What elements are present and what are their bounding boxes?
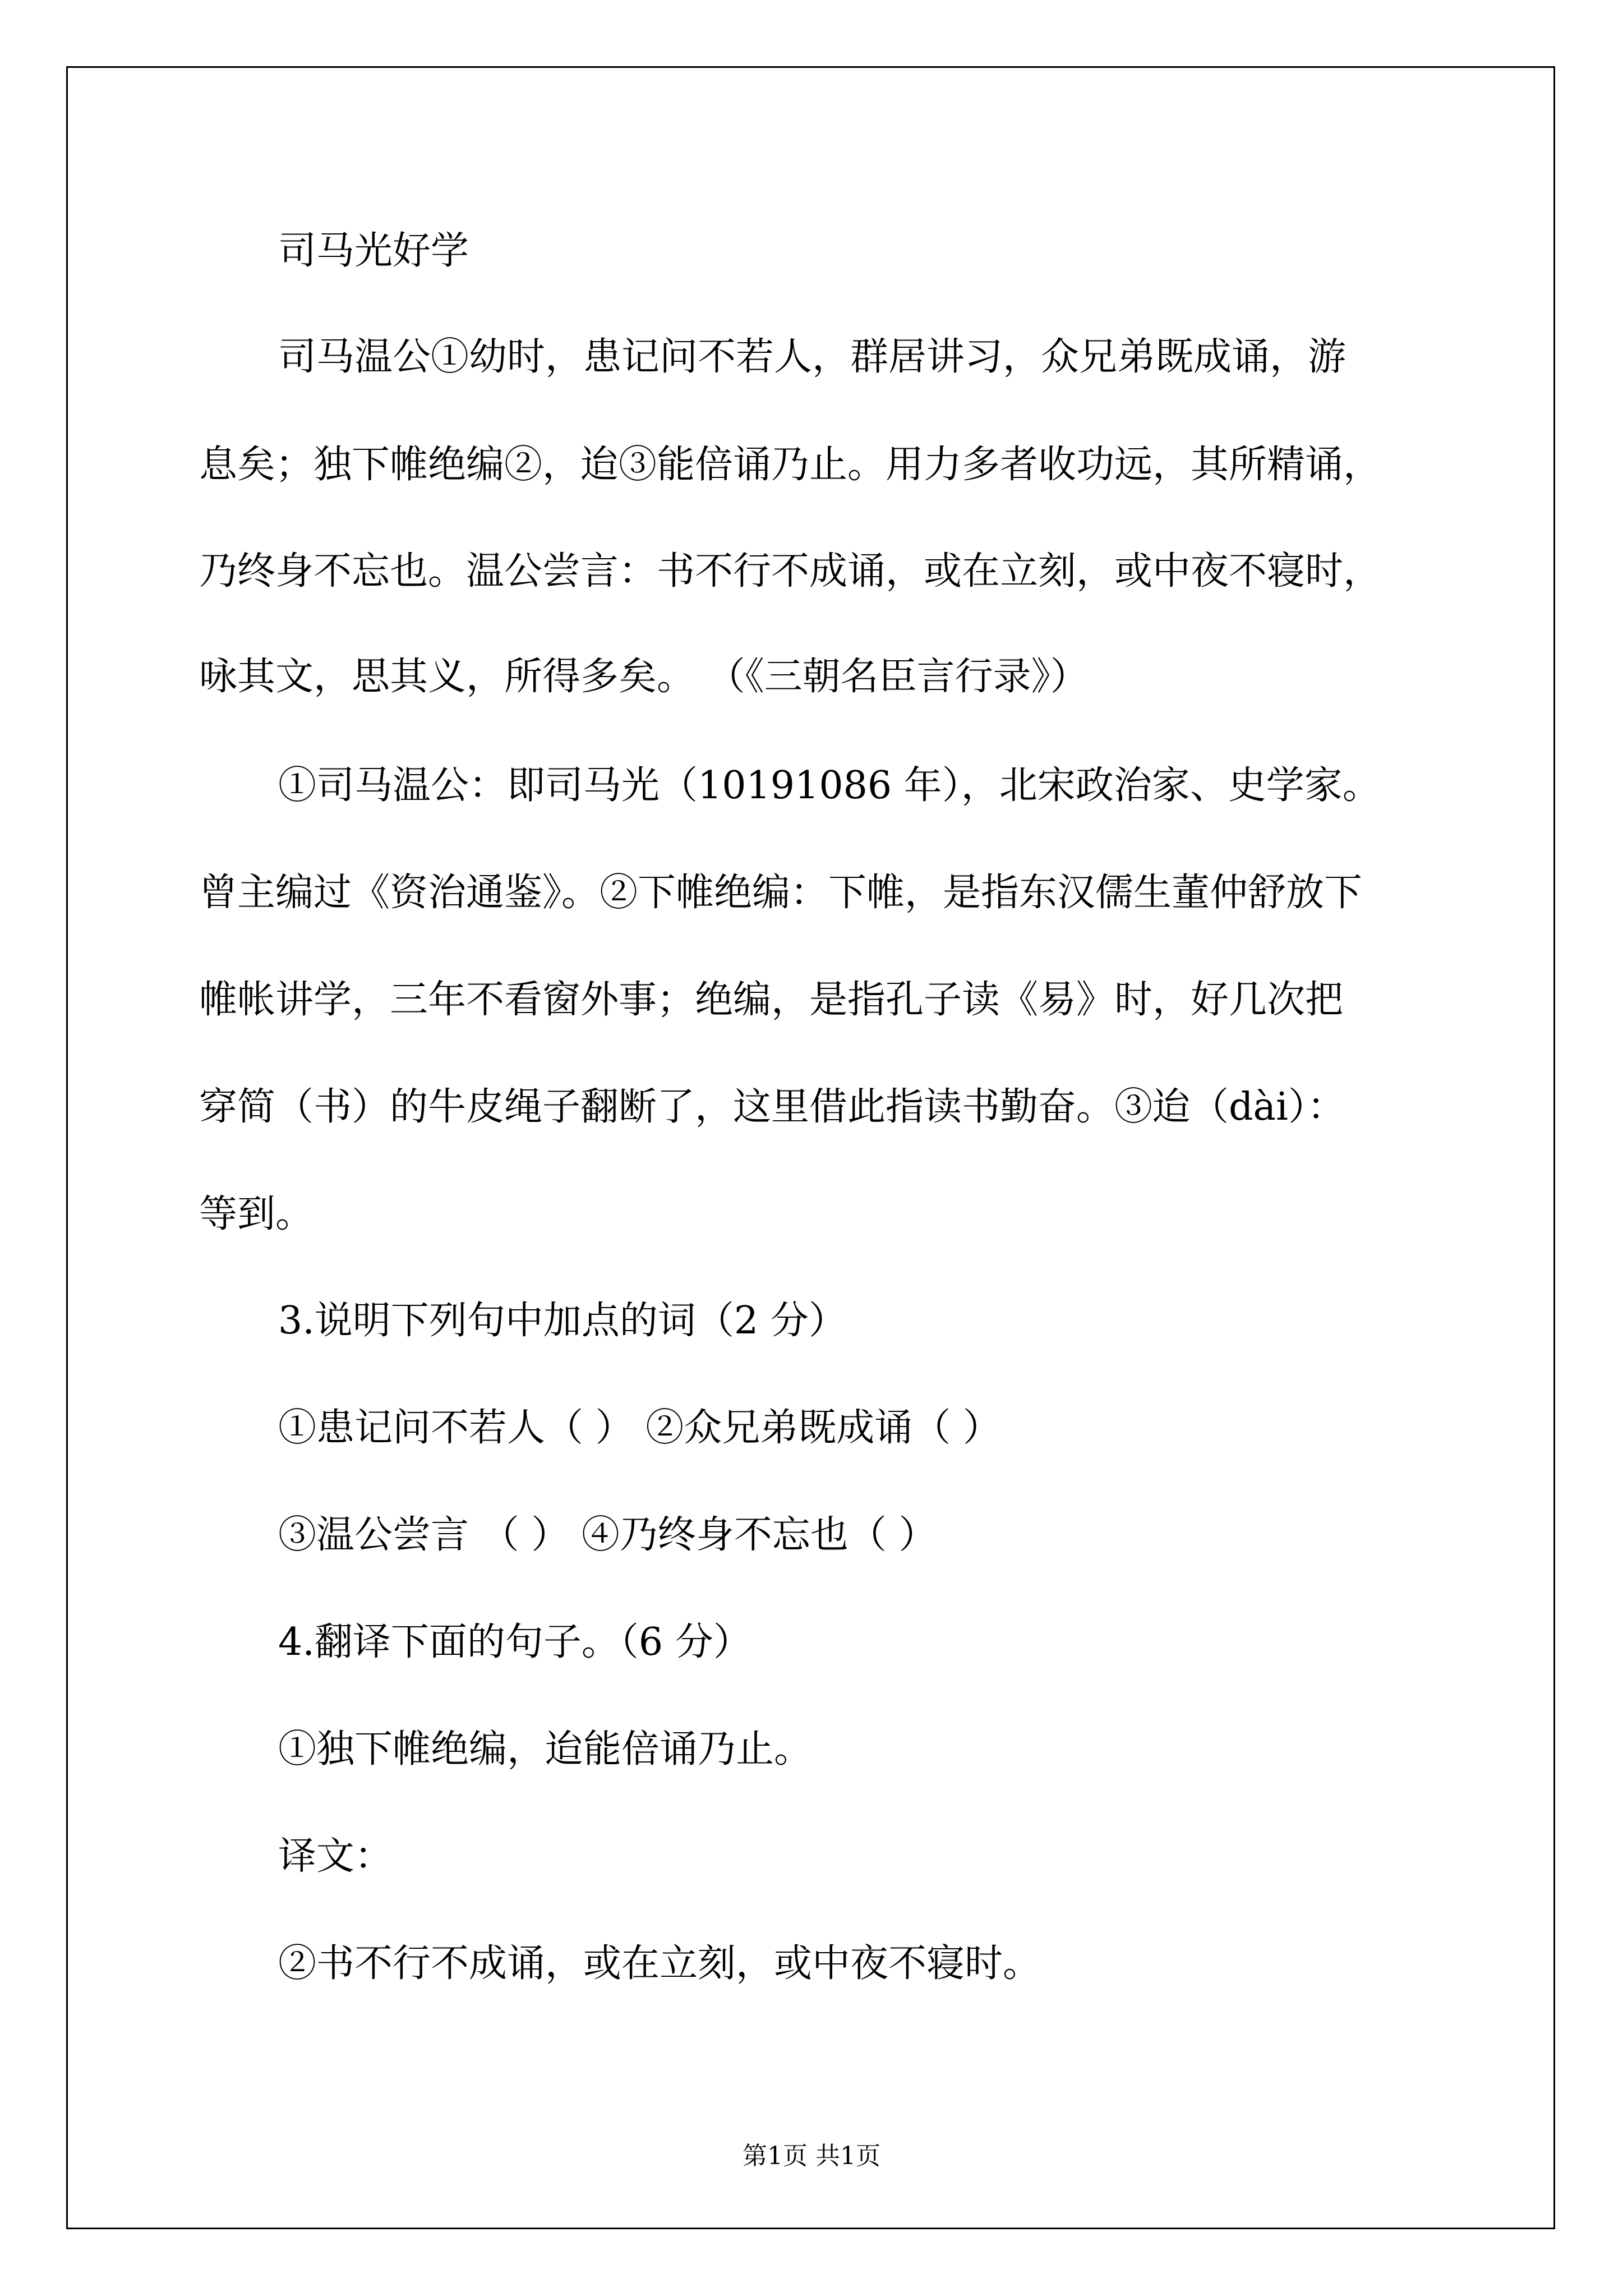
notes-line: 穿简（书）的牛皮绳子翻断了，这里借此指读书勤奋。③迨（dài）： bbox=[199, 1085, 1345, 1129]
question-3-items-row: ①患记问不若人（ ） ②众兄弟既成诵（ ） bbox=[278, 1406, 1001, 1450]
page-footer: 第1页 共1页 bbox=[743, 2142, 880, 2170]
paragraph-line: 司马温公①幼时，患记问不若人，群居讲习，众兄弟既成诵，游 bbox=[278, 335, 1347, 379]
notes-line: ①司马温公：即司马光（10191086 年），北宋政治家、史学家。 bbox=[278, 763, 1381, 808]
translation-label: 译文： bbox=[278, 1834, 393, 1879]
notes-line: 帷帐讲学，三年不看窗外事；绝编，是指孔子读《易》时，好几次把 bbox=[199, 978, 1344, 1022]
paragraph-line: 息矣；独下帷绝编②，迨③能倍诵乃止。用力多者收功远，其所精诵， bbox=[199, 443, 1382, 487]
question-3-items-row: ③温公尝言 （ ） ④乃终身不忘也（ ） bbox=[278, 1513, 937, 1557]
paragraph-line: 乃终身不忘也。温公尝言：书不行不成诵，或在立刻，或中夜不寝时， bbox=[199, 549, 1382, 593]
document-title: 司马光好学 bbox=[278, 229, 469, 273]
question-4-item: ①独下帷绝编，迨能倍诵乃止。 bbox=[278, 1727, 813, 1772]
question-3-heading: 3.说明下列句中加点的词（2 分） bbox=[278, 1299, 847, 1343]
question-4-item: ②书不行不成诵，或在立刻，或中夜不寝时。 bbox=[278, 1941, 1041, 1986]
paragraph-line: 咏其文，思其义，所得多矣。 （《三朝名臣言行录》） bbox=[199, 655, 1089, 699]
question-4-heading: 4.翻译下面的句子。（6 分） bbox=[278, 1620, 751, 1664]
page-border bbox=[66, 66, 1555, 2229]
notes-line: 曾主编过《资治通鉴》。②下帷绝编：下帷，是指东汉儒生董仲舒放下 bbox=[199, 871, 1363, 915]
notes-line: 等到。 bbox=[199, 1192, 314, 1236]
